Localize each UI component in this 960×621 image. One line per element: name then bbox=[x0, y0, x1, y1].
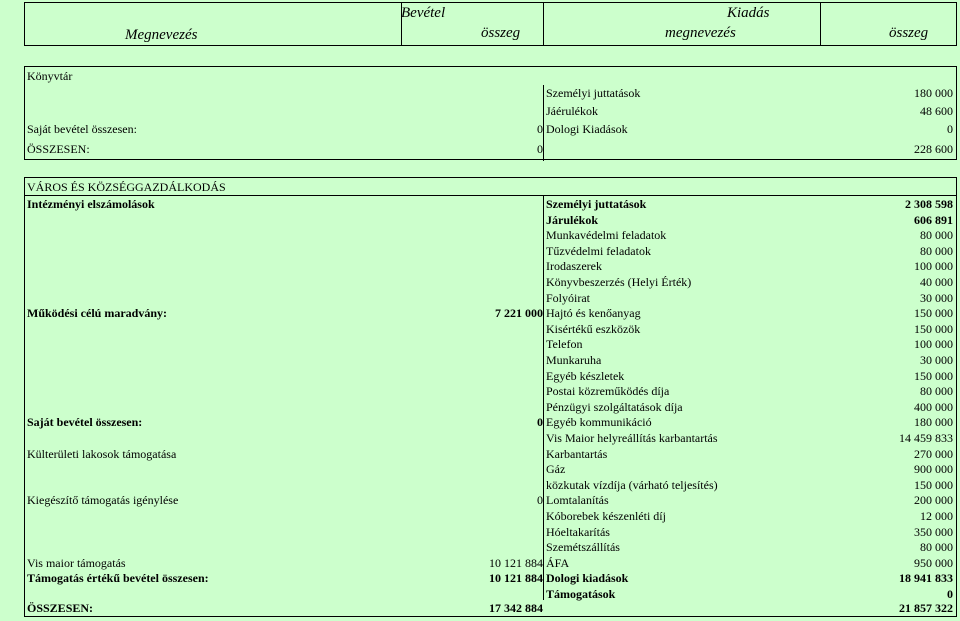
table-row bbox=[25, 524, 956, 540]
row-expense-value: 48 600 bbox=[920, 104, 953, 118]
row-label: Kiegészítő támogatás igénylése bbox=[27, 493, 179, 508]
table-row bbox=[25, 121, 956, 137]
row-expense-name: Dologi kiadások bbox=[546, 571, 629, 586]
row-expense-value: 100 000 bbox=[914, 337, 953, 352]
table-row bbox=[25, 555, 956, 571]
header-name: Megnevezés bbox=[125, 27, 198, 43]
table-row bbox=[25, 321, 956, 337]
table-row bbox=[25, 508, 956, 524]
table-row bbox=[25, 103, 956, 119]
row-expense-value: 100 000 bbox=[914, 259, 953, 274]
row-expense-value: 80 000 bbox=[920, 228, 953, 243]
table-row bbox=[25, 85, 956, 101]
total-value: 21 857 322 bbox=[899, 601, 953, 615]
table-row bbox=[25, 196, 956, 212]
row-expense-value: 150 000 bbox=[914, 368, 953, 383]
library-total-row bbox=[25, 140, 956, 158]
row-expense-name: Kisértékű eszközök bbox=[546, 321, 641, 336]
section-title: Könyvtár bbox=[27, 69, 73, 83]
row-expense-name: Személyi juttatások bbox=[546, 86, 641, 100]
table-row bbox=[25, 243, 956, 259]
row-expense-value: 150 000 bbox=[914, 306, 953, 321]
row-income-amount: 10 121 884 bbox=[489, 571, 543, 586]
table-row bbox=[25, 399, 956, 415]
library-section bbox=[24, 66, 957, 160]
table-row bbox=[25, 430, 956, 446]
header-income-amount: összeg bbox=[481, 25, 521, 41]
row-expense-value: 400 000 bbox=[914, 399, 953, 414]
header-expense-name: megnevezés bbox=[665, 25, 736, 41]
row-expense-name: Irodaszerek bbox=[546, 259, 602, 274]
table-row bbox=[25, 227, 956, 243]
city-section bbox=[24, 177, 957, 617]
city-total-row bbox=[25, 599, 956, 617]
row-expense-value: 180 000 bbox=[914, 415, 953, 430]
row-expense-name: Egyéb kommunikáció bbox=[546, 415, 652, 430]
header-expense: Kiadás bbox=[727, 5, 770, 21]
row-label: Intézményi elszámolások bbox=[27, 197, 155, 211]
row-expense-name: Kóborebek készenléti díj bbox=[546, 509, 666, 523]
table-row bbox=[25, 305, 956, 321]
row-expense-value: 0 bbox=[947, 122, 953, 136]
header-expense-amount: összeg bbox=[889, 25, 929, 41]
table-row bbox=[25, 477, 956, 493]
row-expense-value: 180 000 bbox=[914, 86, 953, 100]
row-expense-value: 30 000 bbox=[920, 353, 953, 367]
header-divider bbox=[543, 3, 544, 45]
row-expense-value: 2 308 598 bbox=[905, 197, 953, 211]
row-expense-value: 270 000 bbox=[914, 446, 953, 461]
row-expense-name: Hajtó és kenőanyag bbox=[546, 306, 641, 321]
row-income-amount: 0 bbox=[537, 415, 543, 430]
row-income-amount: 0 bbox=[537, 122, 543, 136]
row-expense-name: ÁFA bbox=[546, 555, 570, 570]
spreadsheet bbox=[24, 0, 957, 621]
total-value: 228 600 bbox=[914, 142, 953, 156]
total-amount: 0 bbox=[537, 142, 543, 156]
row-expense-name: közkutak vízdíja (várható teljesítés) bbox=[546, 477, 718, 492]
row-expense-value: 0 bbox=[947, 587, 953, 601]
table-row bbox=[25, 570, 956, 586]
row-expense-name: Postai közreműködés díja bbox=[546, 384, 670, 399]
row-expense-value: 606 891 bbox=[914, 212, 953, 227]
total-amount: 17 342 884 bbox=[489, 601, 543, 615]
table-row bbox=[25, 274, 956, 290]
left-margin-strip bbox=[0, 0, 7, 621]
row-expense-name: Vis Maior helyreállítás karbantartás bbox=[546, 431, 718, 445]
row-expense-value: 12 000 bbox=[920, 509, 953, 523]
row-expense-name: Telefon bbox=[546, 337, 583, 352]
table-row bbox=[25, 446, 956, 462]
section-title-row bbox=[25, 68, 956, 84]
row-expense-name: Folyóirat bbox=[546, 290, 590, 305]
row-label: Működési célú maradvány: bbox=[27, 306, 168, 321]
row-expense-name: Tűzvédelmi feladatok bbox=[546, 243, 651, 258]
row-income-amount: 7 221 000 bbox=[495, 306, 543, 321]
row-expense-value: 80 000 bbox=[920, 243, 953, 258]
table-row bbox=[25, 336, 956, 352]
row-expense-name: Karbantartás bbox=[546, 446, 608, 461]
row-expense-value: 950 000 bbox=[914, 555, 953, 570]
row-expense-value: 80 000 bbox=[920, 384, 953, 399]
row-expense-name: Pénzügyi szolgáltatások díja bbox=[546, 399, 683, 414]
row-expense-name: Könyvbeszerzés (Helyi Érték) bbox=[546, 275, 692, 289]
row-label: Vis maior támogatás bbox=[27, 555, 126, 570]
row-expense-value: 350 000 bbox=[914, 524, 953, 539]
row-label: Saját bevétel összesen: bbox=[27, 122, 137, 136]
row-label: Külterületi lakosok támogatása bbox=[27, 446, 177, 461]
row-expense-name: Személyi juttatások bbox=[546, 197, 647, 211]
row-expense-value: 150 000 bbox=[914, 321, 953, 336]
section-title-row bbox=[25, 179, 956, 195]
row-expense-value: 14 459 833 bbox=[899, 431, 953, 445]
table-row bbox=[25, 383, 956, 399]
table-row bbox=[25, 212, 956, 228]
row-expense-name: Dologi Kiadások bbox=[546, 122, 628, 136]
row-label: Saját bevétel összesen: bbox=[27, 415, 143, 430]
row-expense-value: 80 000 bbox=[920, 540, 953, 555]
row-expense-name: Lomtalanítás bbox=[546, 493, 609, 508]
row-expense-name: Járulékok bbox=[546, 212, 599, 227]
row-expense-value: 200 000 bbox=[914, 493, 953, 508]
row-expense-value: 900 000 bbox=[914, 462, 953, 477]
table-row bbox=[25, 539, 956, 555]
row-expense-name: Jáérulékok bbox=[546, 104, 598, 118]
row-label: Támogatás értékű bevétel összesen: bbox=[27, 571, 209, 586]
row-expense-value: 30 000 bbox=[920, 290, 953, 305]
header-income: Bevétel bbox=[401, 5, 446, 21]
section-title: VÁROS ÉS KÖZSÉGGAZDÁLKODÁS bbox=[27, 180, 226, 194]
table-row bbox=[25, 368, 956, 384]
row-expense-name: Hóeltakarítás bbox=[546, 524, 610, 539]
row-expense-name: Gáz bbox=[546, 462, 566, 477]
row-income-amount: 0 bbox=[537, 493, 543, 508]
table-row bbox=[25, 352, 956, 368]
row-expense-name: Egyéb készletek bbox=[546, 368, 625, 383]
row-expense-value: 150 000 bbox=[914, 477, 953, 492]
row-expense-name: Támogatások bbox=[546, 587, 616, 601]
row-expense-name: Munkavédelmi feladatok bbox=[546, 228, 667, 243]
row-expense-name: Munkaruha bbox=[546, 353, 602, 367]
table-row bbox=[25, 290, 956, 306]
table-row bbox=[25, 492, 956, 508]
row-expense-name: Szemétszállítás bbox=[546, 540, 620, 555]
header-divider bbox=[820, 3, 821, 45]
row-income-amount: 10 121 884 bbox=[489, 555, 543, 570]
row-expense-value: 18 941 833 bbox=[899, 571, 953, 586]
table-row bbox=[25, 258, 956, 274]
total-label: ÖSSZESEN: bbox=[27, 142, 90, 156]
total-label: ÖSSZESEN: bbox=[27, 601, 94, 615]
table-row bbox=[25, 461, 956, 477]
table-header bbox=[24, 2, 957, 46]
table-row bbox=[25, 414, 956, 430]
row-expense-value: 40 000 bbox=[920, 275, 953, 289]
